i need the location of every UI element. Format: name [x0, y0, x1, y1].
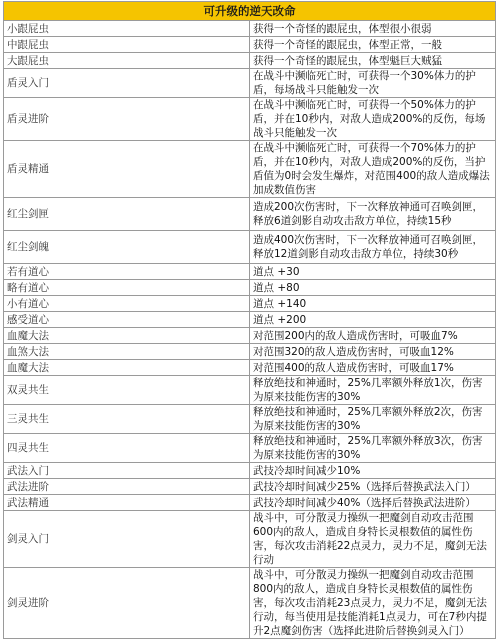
skill-description: 对范围320的敌人造成伤害时，可吸血12% [250, 344, 496, 360]
table-row [4, 376, 496, 405]
skill-description: 释放绝技和神通时，25%几率额外释放2次，伤害为原来技能伤害的30% [250, 405, 496, 434]
skill-description: 道点 +30 [250, 264, 496, 280]
skill-description: 武技冷却时间减少10% [250, 463, 496, 479]
skill-name: 剑灵进阶 [4, 568, 250, 639]
skill-table-body [4, 2, 496, 639]
skill-description: 对范围200内的敌人造成伤害时，可吸血7% [250, 328, 496, 344]
skill-name: 血魔大法 [4, 328, 250, 344]
table-row [4, 344, 496, 360]
table-row [4, 280, 496, 296]
skill-name: 中跟屁虫 [4, 37, 250, 53]
table-row [4, 405, 496, 434]
skill-name: 血煞大法 [4, 344, 250, 360]
table-row [4, 296, 496, 312]
skill-description: 释放绝技和神通时，25%几率额外释放1次，伤害为原来技能伤害的30% [250, 376, 496, 405]
skill-name: 小有道心 [4, 296, 250, 312]
skill-description: 在战斗中濒临死亡时，可获得一个70%体力的护盾，并在10秒内，对敌人造成200%的反伤，当护盾值为0时会发生爆炸，对范围400的敌人造成爆法加成数值伤害 [250, 141, 496, 198]
table-row [4, 568, 496, 639]
skill-description: 武技冷却时间减少40%（选择后替换武法进阶） [250, 495, 496, 511]
skill-name: 红尘剑魄 [4, 231, 250, 264]
skill-description: 战斗中，可分散灵力操纵一把魔剑自动攻击范围800内的敌人，造成自身特长灵根数值的属性伤害，每次攻击消耗23点灵力，灵力不足，魔剑无法行动，每当使用是技能消耗1点灵力，可在7秒内提升2点魔剑伤害（选择此进阶后替换剑灵入门） [250, 568, 496, 639]
skill-description: 道点 +80 [250, 280, 496, 296]
skill-description: 战斗中，可分散灵力操纵一把魔剑自动攻击范围600内的敌人，造成自身特长灵根数值的属性伤害，每次攻击消耗22点灵力，灵力不足，魔剑无法行动 [250, 511, 496, 568]
table-row [4, 511, 496, 568]
table-row [4, 360, 496, 376]
skill-description: 道点 +140 [250, 296, 496, 312]
table-row [4, 21, 496, 37]
skill-name: 大跟屁虫 [4, 53, 250, 69]
skill-name: 血魔大法 [4, 360, 250, 376]
skill-name: 双灵共生 [4, 376, 250, 405]
skill-name: 剑灵入门 [4, 511, 250, 568]
skill-name: 略有道心 [4, 280, 250, 296]
table-row [4, 434, 496, 463]
table-row [4, 198, 496, 231]
skill-name: 盾灵进阶 [4, 98, 250, 141]
skill-description: 获得一个奇怪的跟屁虫，体型魁巨大贼猛 [250, 53, 496, 69]
table-row [4, 495, 496, 511]
table-row [4, 312, 496, 328]
skill-table [3, 1, 496, 639]
table-row [4, 264, 496, 280]
skill-description: 对范围400的敌人造成伤害时，可吸血17% [250, 360, 496, 376]
skill-name: 武法进阶 [4, 479, 250, 495]
table-row [4, 69, 496, 98]
table-row [4, 479, 496, 495]
skill-name: 盾灵入门 [4, 69, 250, 98]
table-row [4, 141, 496, 198]
skill-name: 红尘剑匣 [4, 198, 250, 231]
table-row [4, 328, 496, 344]
skill-description: 道点 +200 [250, 312, 496, 328]
table-title-row [4, 2, 496, 21]
skill-description: 武技冷却时间减少25%（选择后替换武法入门） [250, 479, 496, 495]
table-row [4, 37, 496, 53]
skill-description: 释放绝技和神通时，25%几率额外释放3次，伤害为原来技能伤害的30% [250, 434, 496, 463]
skill-description: 在战斗中濒临死亡时，可获得一个50%体力的护盾，并在10秒内，对敌人造成200%的反伤，每场战斗只能触发一次 [250, 98, 496, 141]
skill-name: 武法入门 [4, 463, 250, 479]
table-row [4, 231, 496, 264]
skill-description: 造成400次伤害时，下一次释放神通可召唤剑匣，释放12道剑影自动攻击敌方单位，持续30秒 [250, 231, 496, 264]
skill-description: 造成200次伤害时，下一次释放神通可召唤剑匣，释放6道剑影自动攻击敌方单位，持续15秒 [250, 198, 496, 231]
skill-description: 在战斗中濒临死亡时，可获得一个30%体力的护盾，每场战斗只能触发一次 [250, 69, 496, 98]
skill-name: 小跟屁虫 [4, 21, 250, 37]
table-title: 可升级的逆天改命 [4, 2, 496, 21]
table-row [4, 98, 496, 141]
skill-name: 盾灵精通 [4, 141, 250, 198]
table-row [4, 463, 496, 479]
skill-description: 获得一个奇怪的跟屁虫，体型很小很弱 [250, 21, 496, 37]
skill-name: 感受道心 [4, 312, 250, 328]
skill-name: 三灵共生 [4, 405, 250, 434]
skill-name: 武法精通 [4, 495, 250, 511]
table-row [4, 53, 496, 69]
skill-name: 四灵共生 [4, 434, 250, 463]
skill-table-container [3, 1, 496, 639]
skill-name: 若有道心 [4, 264, 250, 280]
skill-description: 获得一个奇怪的跟屁虫，体型正常，一般 [250, 37, 496, 53]
